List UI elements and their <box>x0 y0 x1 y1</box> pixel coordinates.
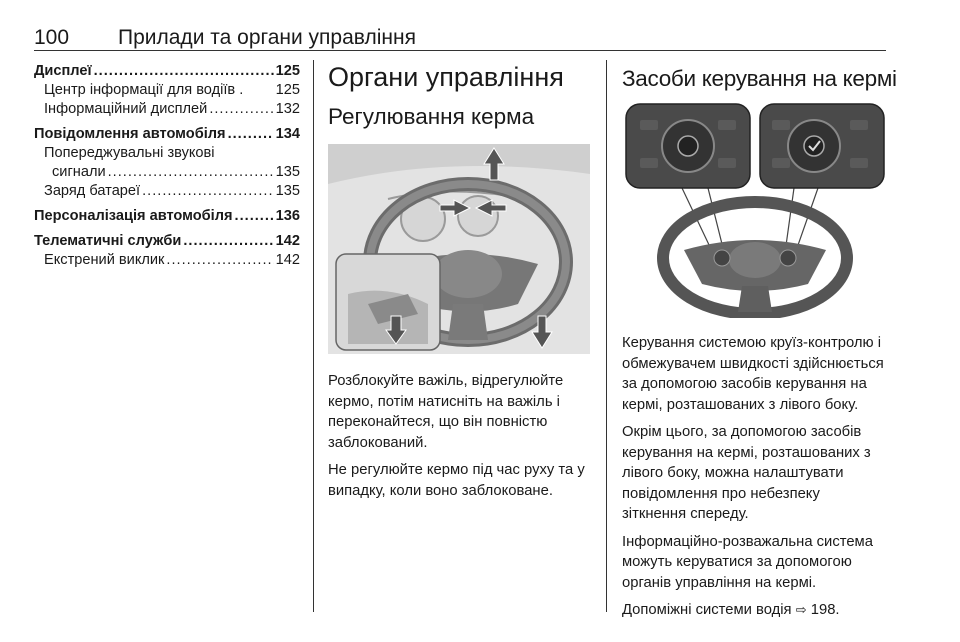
toc-entry[interactable]: Центр інформації для водіїв . 125 <box>44 82 300 98</box>
paragraph: Окрім цього, за допомогою засобів керування на кермі, розташованих з лівого боку, можна налаштувати повідомлення про небезпеку зіткнення спереду. <box>622 424 871 522</box>
paragraph: Інформаційно-розважальна система можуть керуватися за допомогою органів управління на кермі. <box>622 533 873 591</box>
reference-page: 198. <box>810 602 840 618</box>
page-number: 100 <box>34 26 70 49</box>
column-divider <box>313 60 314 612</box>
reference-text: Допоміжні системи водія <box>622 602 792 618</box>
toc-entry[interactable]: Попереджувальні звукові <box>44 145 215 161</box>
toc-entry[interactable]: Повідомлення автомобіля ..... 134 <box>34 125 300 144</box>
steering-wheel-controls-illustration <box>622 100 888 323</box>
arrow-reference-icon: ⇨ <box>795 602 807 617</box>
subsection-heading: Засоби керування на кермі <box>622 66 897 91</box>
toc-entry[interactable]: Заряд батареї ..... 135 <box>34 182 300 201</box>
chapter-title: Прилади та органи управління <box>118 26 416 49</box>
cross-reference[interactable] <box>622 600 888 621</box>
steering-wheel-controls-section <box>622 62 897 628</box>
toc-entry[interactable]: Персоналізація автомобіля ..... 136 <box>34 207 300 226</box>
table-of-contents <box>34 62 300 270</box>
section-heading: Органи управління <box>328 62 564 92</box>
toc-entry[interactable]: сигнали ..... 135 <box>34 163 300 182</box>
subsection-heading: Регулювання керма <box>328 104 535 129</box>
controls-section <box>328 62 590 508</box>
paragraph: Не регулюйте кермо під час руху та у випадку, коли воно заблоковане. <box>328 462 585 499</box>
steering-adjustment-illustration <box>328 144 590 359</box>
paragraph: Керування системою круїз-контролю і обмежувачем швидкості здійснюється за допомогою засобів керування на кермі, розташованих з лівого боку. <box>622 335 884 413</box>
toc-entry[interactable]: Телематичні служби ..... 142 <box>34 232 300 251</box>
toc-entry[interactable]: Інформаційний дисплей ..... 132 <box>34 100 300 119</box>
toc-entry[interactable]: Дисплеї ..... 125 <box>34 62 300 81</box>
paragraph: Розблокуйте важіль, відрегулюйте кермо, потім натисніть на важіль і переконайтеся, що він повністю заблокований. <box>328 373 564 451</box>
toc-entry[interactable]: Екстрений виклик ..... 142 <box>34 251 300 270</box>
page-header <box>34 24 886 51</box>
column-divider <box>606 60 607 612</box>
